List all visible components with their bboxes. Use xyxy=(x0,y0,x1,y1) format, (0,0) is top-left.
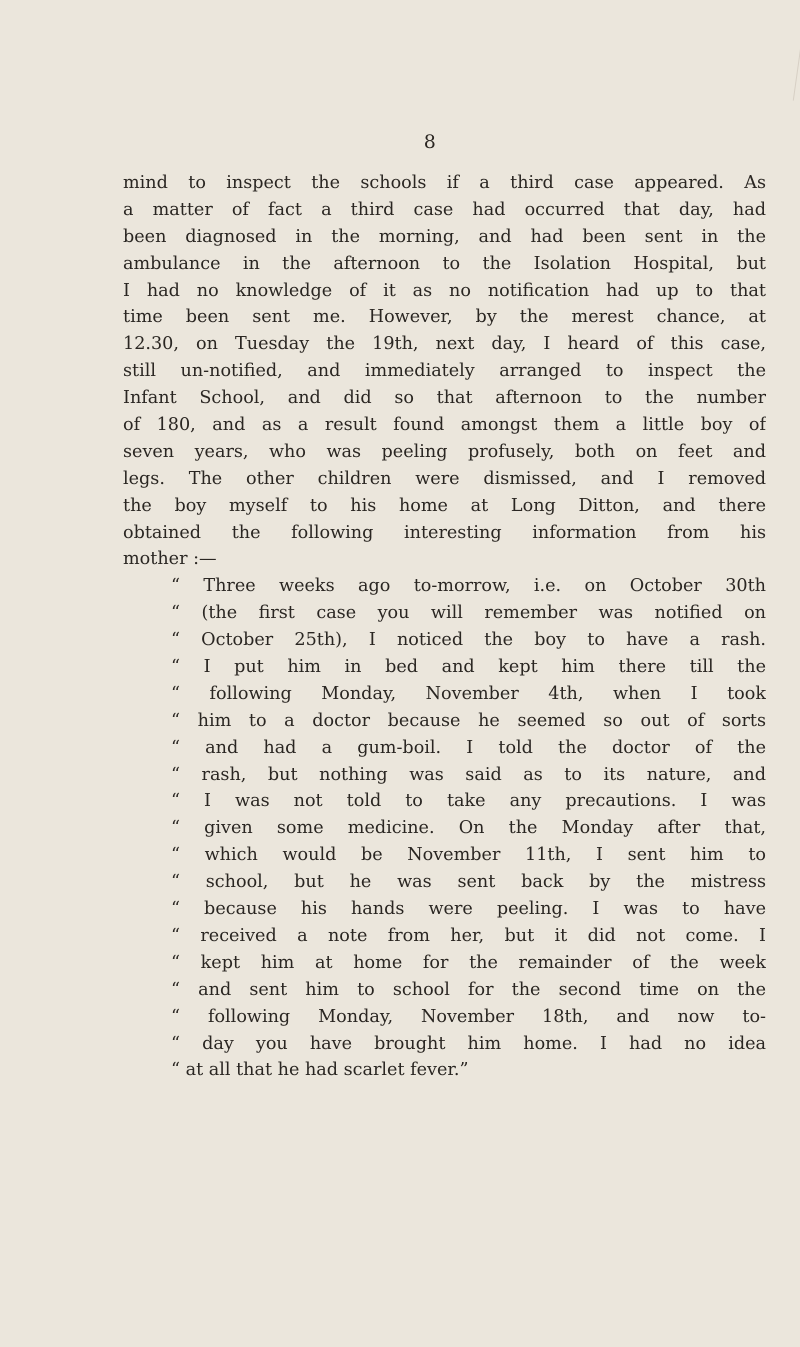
text-line: I had no knowledge of it as no notification had up to that xyxy=(123,280,766,301)
narrative-paragraph xyxy=(123,170,766,573)
quote-line: “ because his hands were peeling. I was to have xyxy=(171,899,766,920)
quote-line: “ at all that he had scarlet fever.” xyxy=(171,1060,469,1081)
quote-line: “ rash, but nothing was said as to its nature, and xyxy=(171,764,766,785)
quote-line: “ and had a gum-boil. I told the doctor of the xyxy=(171,737,766,758)
quote-line: “ day you have brought him home. I had no idea xyxy=(171,1033,766,1054)
quote-line: “ (the first case you will remember was notified on xyxy=(171,603,766,624)
text-line: obtained the following interesting information from his xyxy=(123,522,766,543)
quote-line: “ October 25th), I noticed the boy to have a rash. xyxy=(171,630,766,651)
text-line: time been sent me. However, by the merest chance, at xyxy=(123,307,766,328)
mother-quote xyxy=(171,573,766,1084)
text-line: 12.30, on Tuesday the 19th, next day, I heard of this case, xyxy=(123,334,766,355)
quote-line: “ received a note from her, but it did not come. I xyxy=(171,925,766,946)
quote-line: “ him to a doctor because he seemed so out of sorts xyxy=(171,710,766,731)
page-number: 8 xyxy=(423,131,437,153)
text-line: Infant School, and did so that afternoon to the number xyxy=(123,388,766,409)
text-line: mother :— xyxy=(123,549,217,570)
text-line: a matter of fact a third case had occurred that day, had xyxy=(123,199,766,220)
quote-line: “ following Monday, November 18th, and now to- xyxy=(171,1006,766,1027)
text-line: still un-notified, and immediately arranged to inspect the xyxy=(123,361,766,382)
text-line: mind to inspect the schools if a third case appeared. As xyxy=(123,173,766,193)
text-line: seven years, who was peeling profusely, both on feet and xyxy=(123,441,766,462)
quote-line: “ and sent him to school for the second time on the xyxy=(171,979,766,1000)
text-line: of 180, and as a result found amongst them a little boy of xyxy=(123,415,766,436)
quote-line: “ kept him at home for the remainder of the week xyxy=(171,952,766,973)
text-line: ambulance in the afternoon to the Isolation Hospital, but xyxy=(123,253,766,274)
text-line: the boy myself to his home at Long Ditton, and there xyxy=(123,495,766,516)
quote-line: “ following Monday, November 4th, when I took xyxy=(171,683,766,704)
quote-line: “ school, but he was sent back by the mistress xyxy=(171,872,766,893)
text-line: been diagnosed in the morning, and had been sent in the xyxy=(123,226,766,247)
quote-line: “ given some medicine. On the Monday after that, xyxy=(171,818,766,839)
quote-line: “ which would be November 11th, I sent him to xyxy=(171,845,766,866)
quote-line: “ I put him in bed and kept him there till the xyxy=(171,657,766,678)
body-text xyxy=(123,170,766,1084)
text-line: legs. The other children were dismissed, and I removed xyxy=(123,468,766,489)
quote-line: “ I was not told to take any precautions. I was xyxy=(171,791,766,812)
page-edge-mark xyxy=(781,39,800,100)
quote-line: “ Three weeks ago to-morrow, i.e. on October 30th xyxy=(171,576,766,597)
